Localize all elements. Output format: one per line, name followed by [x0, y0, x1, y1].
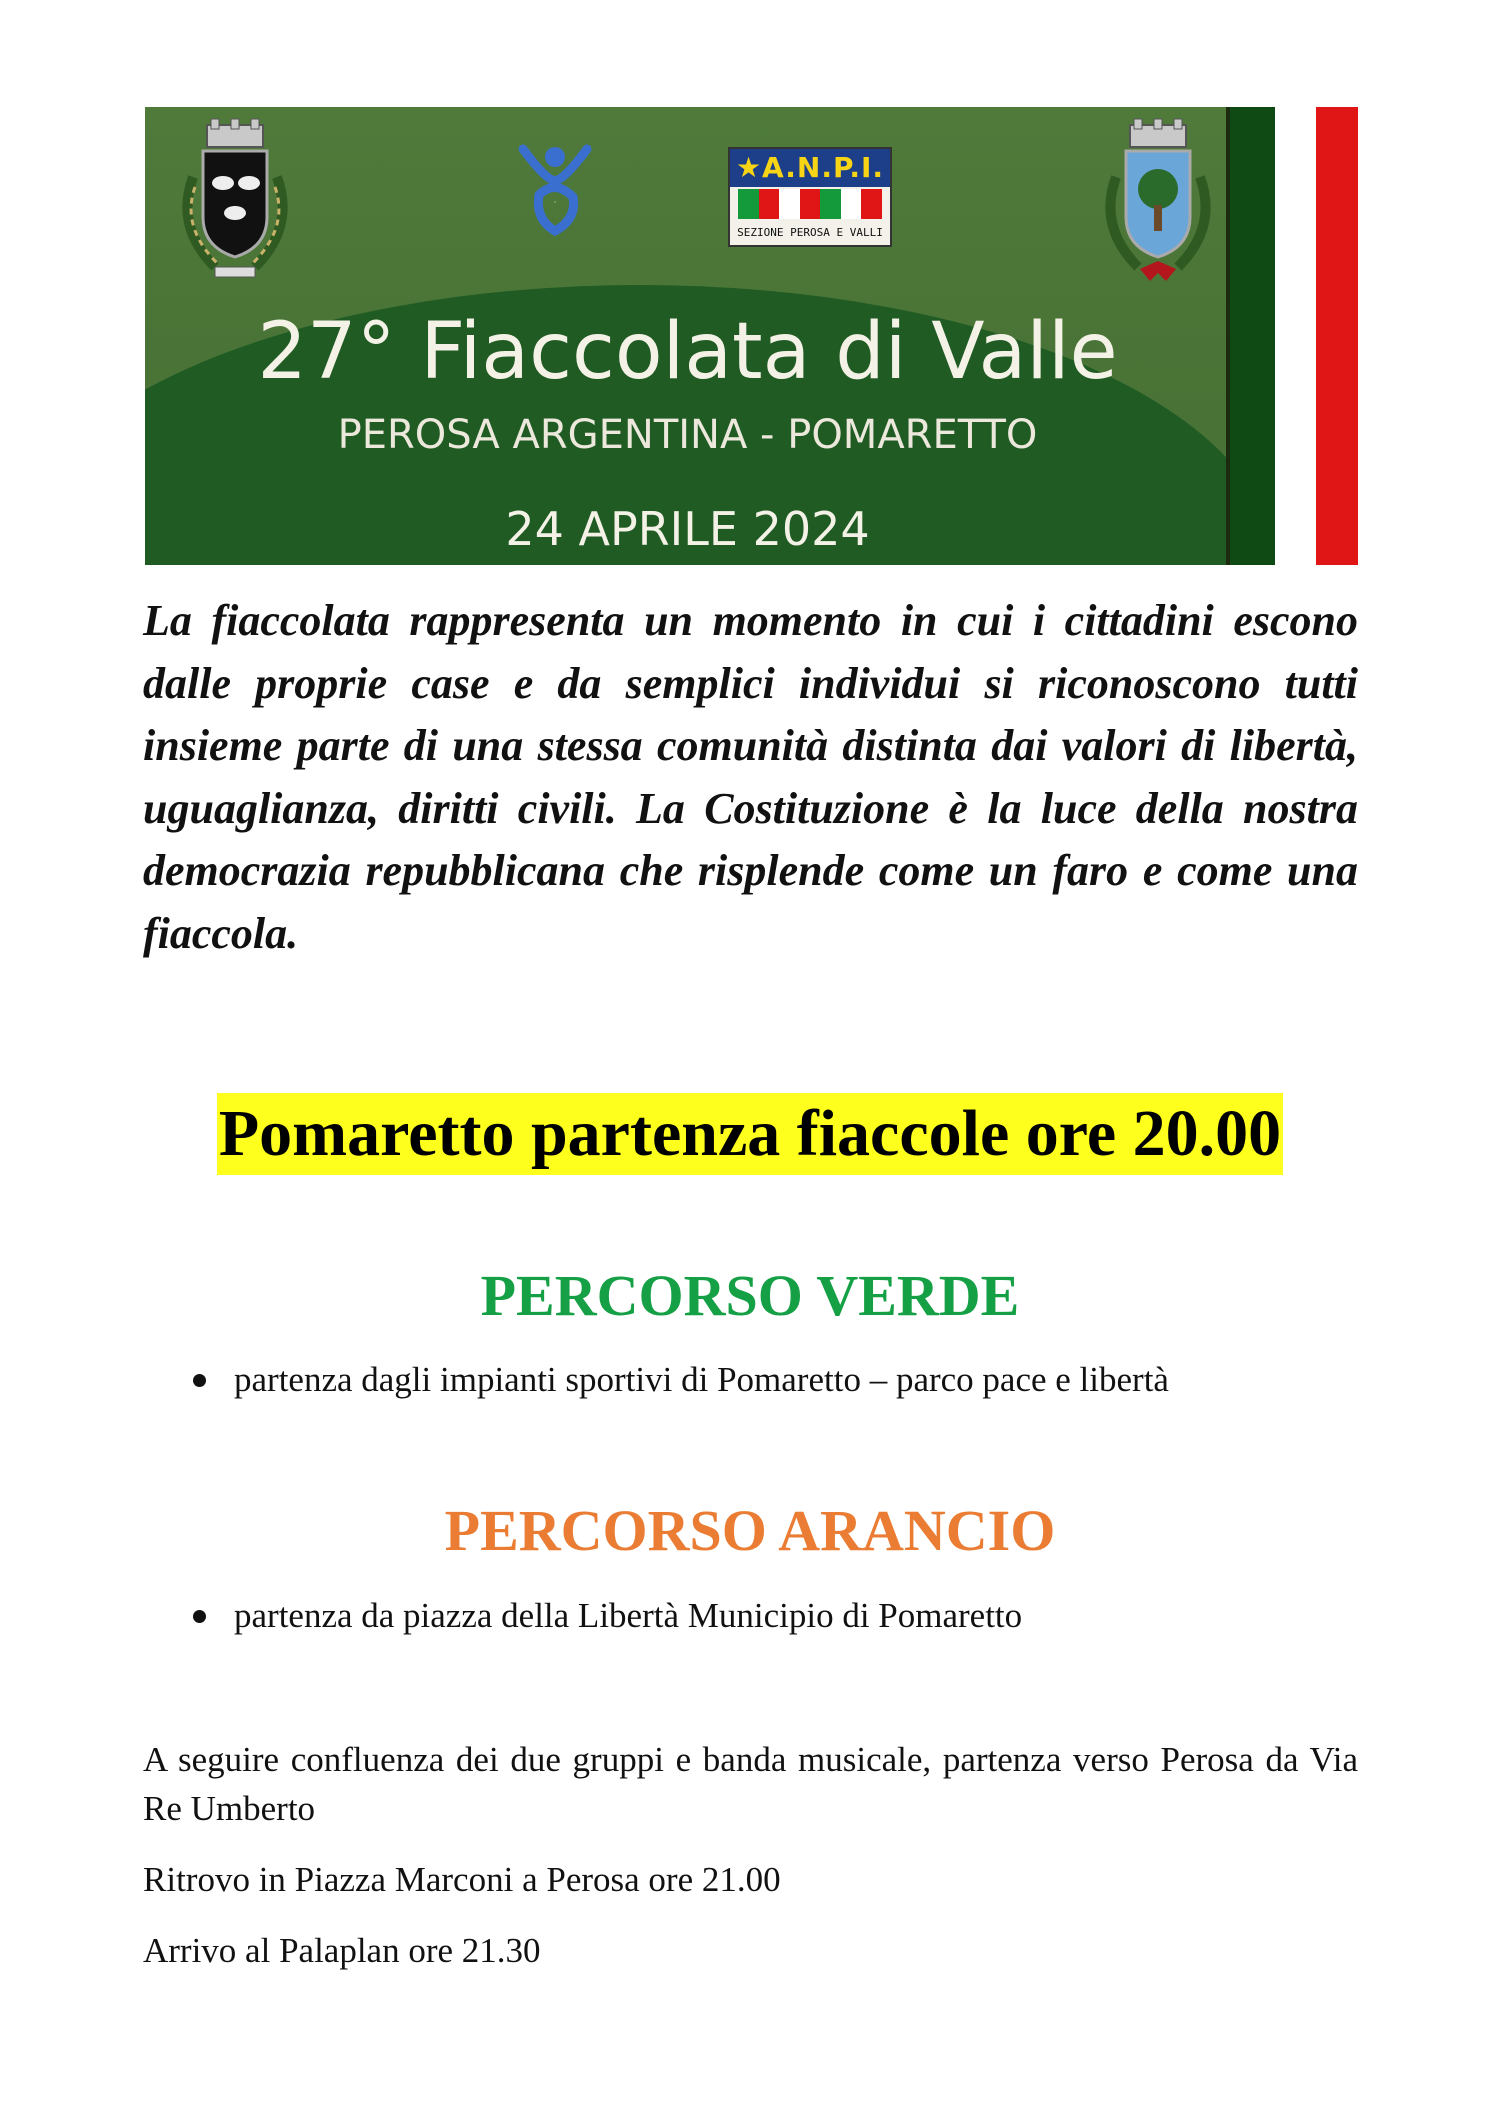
start-time-highlight: Pomaretto partenza fiaccole ore 20.00 [217, 1093, 1283, 1175]
confluence-info: A seguire confluenza dei due gruppi e banda musicale, partenza verso Perosa da Via Re Umberto [143, 1740, 1358, 1828]
route-orange-item: partenza da piazza della Libertà Municipio di Pomaretto [234, 1596, 1023, 1635]
svg-text:·: · [553, 198, 557, 207]
anpi-logo [728, 147, 892, 247]
event-banner [145, 107, 1275, 565]
italian-flag-icon [738, 189, 882, 219]
route-green-item: partenza dagli impianti sportivi di Pomaretto – parco pace e libertà [234, 1360, 1169, 1399]
start-time-banner [0, 1093, 1500, 1175]
coat-of-arms-pomaretto-icon [1088, 117, 1228, 297]
route-orange-title: PERCORSO ARANCIO [444, 1498, 1056, 1563]
banner-stripe [1226, 107, 1275, 565]
banner-subtitle: PEROSA ARGENTINA - POMARETTO [337, 412, 1038, 458]
banner-title: 27° Fiaccolata di Valle [257, 307, 1118, 397]
anpi-logo-name: ★A.N.P.I. [730, 149, 890, 187]
route-green-title: PERCORSO VERDE [480, 1263, 1020, 1328]
red-flag-stripe [1316, 107, 1358, 565]
banner-date: 24 APRILE 2024 [505, 502, 870, 556]
torch-logo-icon [515, 139, 595, 239]
bullet-icon [193, 1610, 206, 1623]
arrival-info: Arrivo al Palaplan ore 21.30 [143, 1931, 541, 1970]
bullet-icon [193, 1374, 206, 1387]
anpi-logo-section: SEZIONE PEROSA E VALLI [730, 221, 890, 245]
meeting-point-info: Ritrovo in Piazza Marconi a Perosa ore 21.00 [143, 1860, 781, 1899]
intro-paragraph: La fiaccolata rappresenta un momento in cui i cittadini escono dalle proprie case e da semplici individui si riconoscono tutti insieme parte di una stessa comunità distinta dai valori di libertà, uguaglianza, diritti civili. La Costituzione è la luce della nostra democrazia repubblicana che risplende come un faro e come una fiaccola. [143, 596, 1358, 958]
coat-of-arms-perosa-icon [165, 117, 305, 297]
